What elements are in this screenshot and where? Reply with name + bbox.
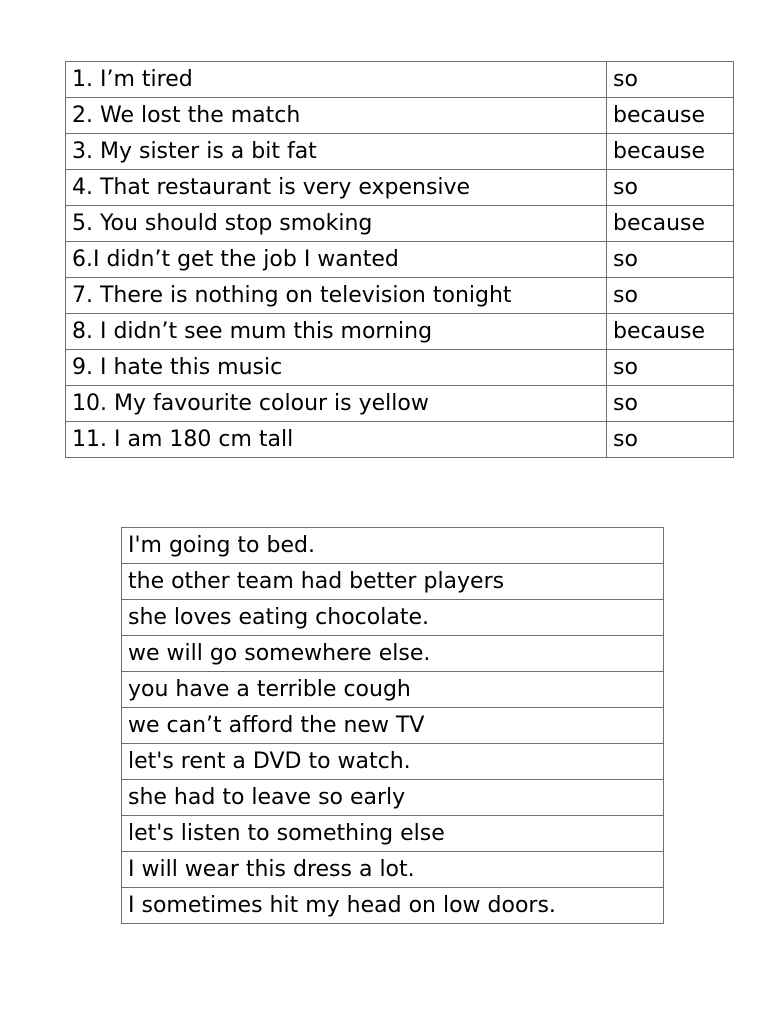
connector-cell: so: [607, 278, 734, 314]
table-row: [122, 816, 664, 852]
clause-cell: 4. That restaurant is very expensive: [66, 170, 607, 206]
clause-cell: 1. I’m tired: [66, 62, 607, 98]
table-row: [66, 98, 734, 134]
ending-cell: I sometimes hit my head on low doors.: [122, 888, 664, 924]
table-row: [122, 888, 664, 924]
table-row: [66, 314, 734, 350]
ending-cell: you have a terrible cough: [122, 672, 664, 708]
connector-cell: so: [607, 422, 734, 458]
ending-cell: I'm going to bed.: [122, 528, 664, 564]
ending-cell: I will wear this dress a lot.: [122, 852, 664, 888]
clause-cell: 5. You should stop smoking: [66, 206, 607, 242]
table-row: [66, 206, 734, 242]
table-row: [66, 62, 734, 98]
connector-cell: so: [607, 386, 734, 422]
table-row: [66, 422, 734, 458]
table-row: [122, 780, 664, 816]
clause-cell: 8. I didn’t see mum this morning: [66, 314, 607, 350]
table-row: [66, 278, 734, 314]
table-row: [66, 242, 734, 278]
table-row: [122, 852, 664, 888]
clause-cell: 3. My sister is a bit fat: [66, 134, 607, 170]
table-row: [66, 350, 734, 386]
ending-cell: let's listen to something else: [122, 816, 664, 852]
connector-cell: so: [607, 62, 734, 98]
clause-cell: 6.I didn’t get the job I wanted: [66, 242, 607, 278]
connector-cell: because: [607, 98, 734, 134]
table-row: [122, 636, 664, 672]
ending-cell: we can’t afford the new TV: [122, 708, 664, 744]
table-row: [122, 708, 664, 744]
table-row: [66, 386, 734, 422]
clause-cell: 9. I hate this music: [66, 350, 607, 386]
table-row: [122, 744, 664, 780]
ending-cell: let's rent a DVD to watch.: [122, 744, 664, 780]
endings-table: [121, 527, 664, 924]
table-row: [122, 672, 664, 708]
table-row: [66, 134, 734, 170]
ending-cell: the other team had better players: [122, 564, 664, 600]
connector-cell: because: [607, 134, 734, 170]
connector-cell: because: [607, 314, 734, 350]
table-row: [66, 170, 734, 206]
table-row: [122, 564, 664, 600]
connector-cell: so: [607, 350, 734, 386]
clause-cell: 2. We lost the match: [66, 98, 607, 134]
ending-cell: we will go somewhere else.: [122, 636, 664, 672]
ending-cell: she loves eating chocolate.: [122, 600, 664, 636]
table-row: [122, 528, 664, 564]
ending-cell: she had to leave so early: [122, 780, 664, 816]
clause-cell: 7. There is nothing on television tonight: [66, 278, 607, 314]
connector-cell: so: [607, 170, 734, 206]
clauses-table: [65, 61, 734, 458]
connector-cell: because: [607, 206, 734, 242]
table-row: [122, 600, 664, 636]
clause-cell: 11. I am 180 cm tall: [66, 422, 607, 458]
connector-cell: so: [607, 242, 734, 278]
clause-cell: 10. My favourite colour is yellow: [66, 386, 607, 422]
